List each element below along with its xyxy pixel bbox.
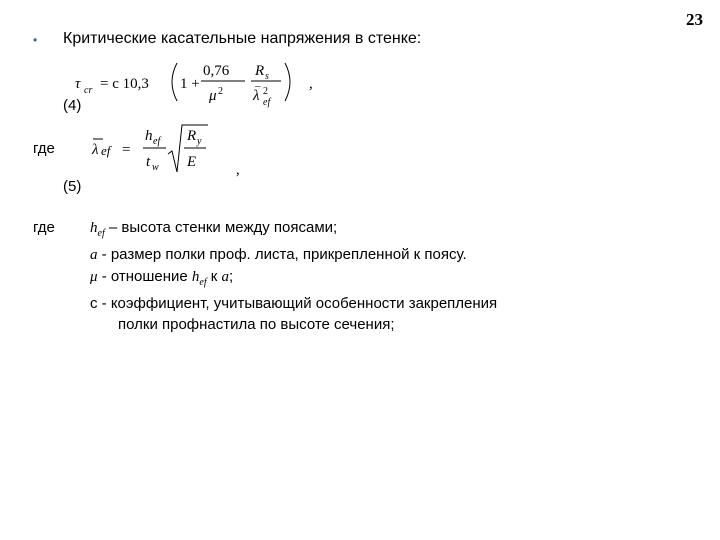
- formula2-t-sub: w: [152, 162, 159, 173]
- formula2-equals: =: [122, 142, 131, 158]
- formula1-lambda-sub: ef: [263, 97, 271, 108]
- page-number: 23: [686, 10, 703, 29]
- formula2-h-sub: ef: [153, 136, 161, 147]
- formula1-lambda: λ: [253, 88, 260, 104]
- formula1-equals-c: = c 10,3: [100, 76, 149, 92]
- heading: Критические касательные напряжения в стенке:: [63, 30, 422, 47]
- formula2-t: t: [146, 154, 151, 170]
- formula2-lambda: λ: [92, 142, 99, 158]
- equation-number-4: (4): [63, 97, 82, 114]
- formula1-lambda-bar: –: [255, 80, 261, 92]
- definition-a-symbol: a: [90, 247, 98, 263]
- definition-mu-symbol: μ: [90, 269, 98, 285]
- definition-mu-text-b: к: [206, 268, 222, 285]
- formula2-lambda-sub: ef: [101, 143, 111, 158]
- formula-relative-slenderness: [90, 122, 240, 180]
- formula2-R: R: [187, 128, 197, 144]
- definition-hef-subscript: ef: [97, 228, 105, 239]
- definition-mu-h-subscript: ef: [199, 277, 207, 288]
- formula1-right-paren: [285, 63, 290, 101]
- definition-mu-a: a: [221, 269, 230, 285]
- formula2-R-sub: y: [197, 136, 202, 147]
- where-label-1: где: [33, 140, 55, 157]
- formula1-one-plus: 1 +: [180, 76, 200, 92]
- equation-number-5: (5): [63, 178, 82, 195]
- definition-a: [90, 244, 497, 266]
- formula2-E: E: [187, 154, 197, 170]
- formula1-left-paren: [172, 63, 177, 101]
- definition-hef-text: – высота стенки между поясами;: [104, 219, 338, 236]
- formula1-num-const: 0,76: [203, 63, 230, 79]
- definition-mu: [90, 266, 497, 293]
- definition-c: c - коэффициент, учитывающий особенности закрепления: [90, 295, 498, 312]
- formula-critical-shear-stress: [73, 55, 313, 110]
- definition-hef: [90, 217, 497, 244]
- formula1-tau-sub: cr: [84, 85, 93, 96]
- definition-c-continued: полки профнастила по высоте сечения;: [118, 316, 395, 333]
- formula1-tau: τ: [75, 76, 81, 92]
- definition-mu-text-a: - отношение: [97, 268, 192, 285]
- formula1-mu-exp: 2: [218, 86, 223, 97]
- formula1-mu: μ: [209, 88, 217, 104]
- formula2-h: h: [145, 128, 153, 144]
- where-label-2: где: [33, 219, 55, 236]
- formula1-R: R: [255, 63, 265, 79]
- formula1-lambda-exp: 2: [263, 86, 268, 97]
- definition-mu-h: h: [191, 269, 200, 285]
- definition-a-text: - размер полки проф. листа, прикрепленной к поясу.: [97, 246, 467, 263]
- bullet-icon: •: [33, 33, 38, 47]
- formula1-trailing: ,: [309, 76, 313, 92]
- formula1-R-sub: s: [265, 71, 269, 82]
- definition-hef-symbol: h: [90, 220, 98, 236]
- definitions-list: [90, 217, 497, 335]
- formula2-trailing: ,: [236, 162, 240, 178]
- definition-mu-text-c: ;: [229, 268, 234, 285]
